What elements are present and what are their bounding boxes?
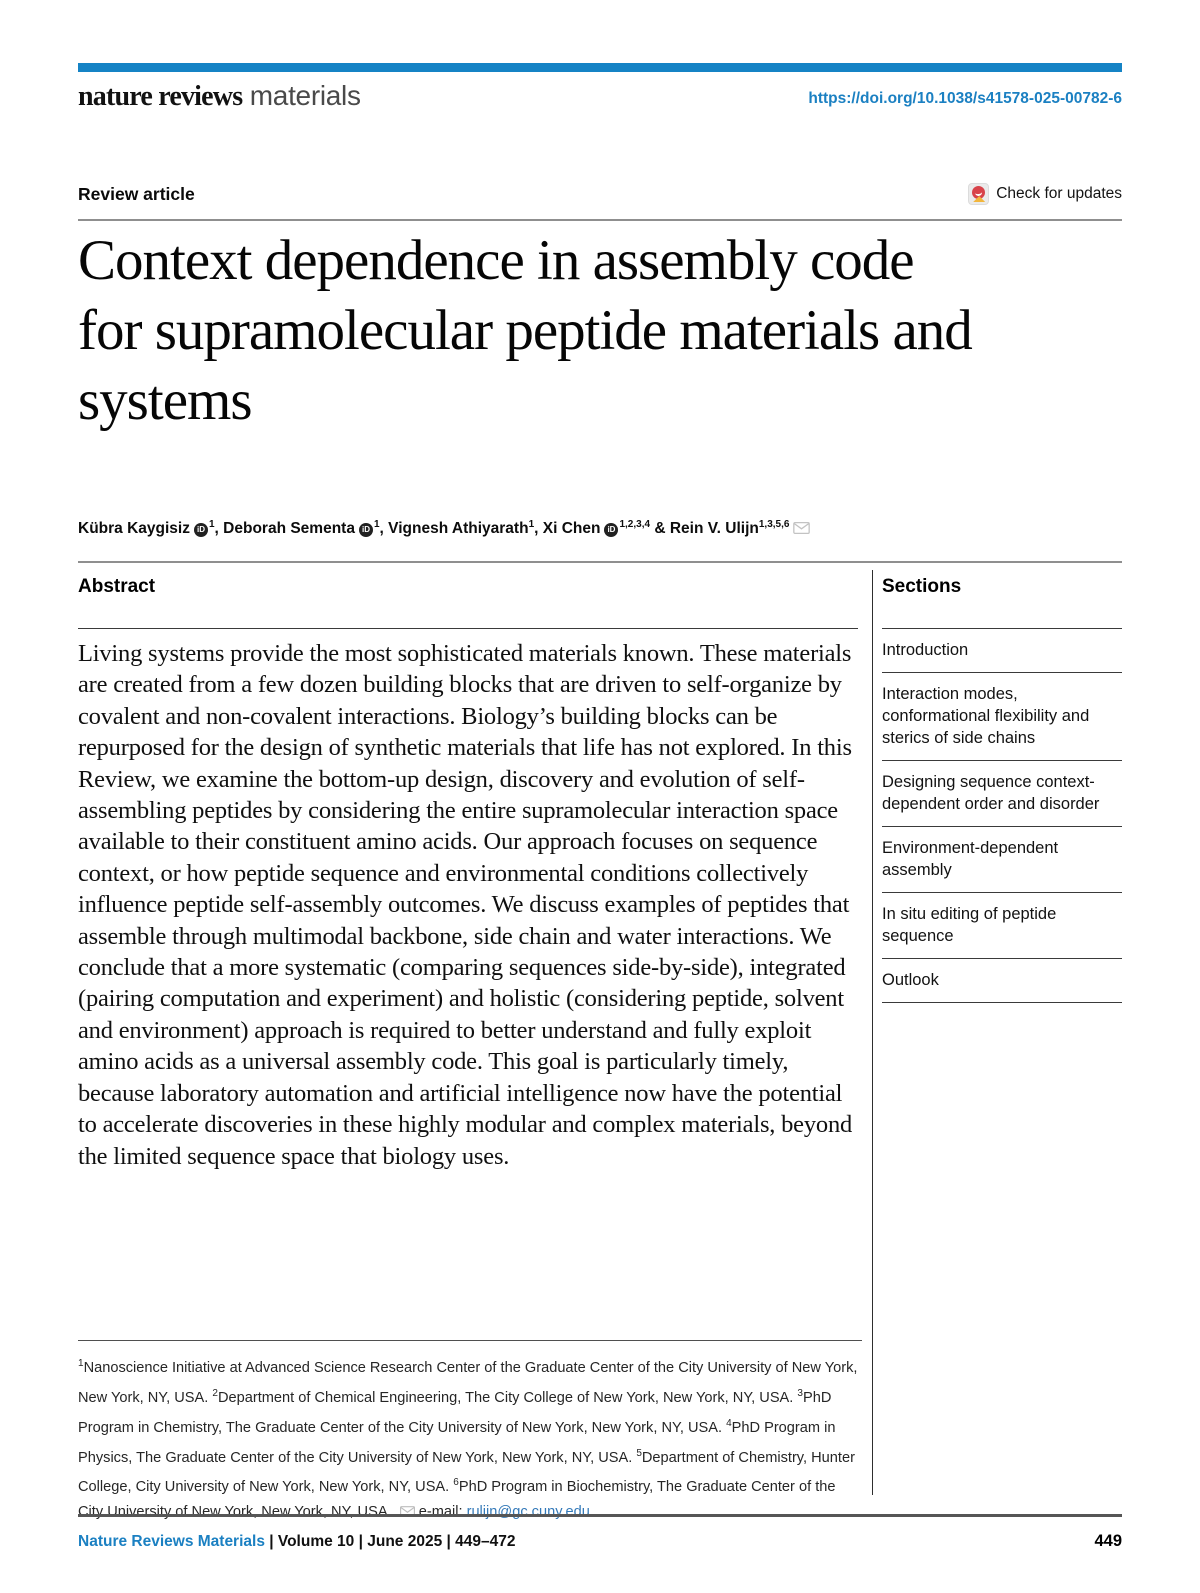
author-affiliation-superscript: 1: [208, 519, 215, 530]
affiliation-number: 6: [453, 1477, 459, 1489]
divider-under-type-row: [78, 219, 1122, 221]
abstract-heading-rule: [78, 628, 858, 629]
author-affiliation-superscript: 1: [528, 519, 535, 530]
author-name: Rein V. Ulijn: [669, 520, 759, 538]
divider-under-authors: [78, 561, 1122, 563]
abstract-heading: Abstract: [78, 576, 156, 597]
section-link-6[interactable]: Outlook: [882, 959, 1122, 1003]
journal-logo-light: materials: [249, 80, 361, 111]
check-for-updates-button[interactable]: [968, 183, 1122, 205]
section-link-1[interactable]: Introduction: [882, 629, 1122, 673]
sections-list: [882, 629, 1122, 1003]
section-link-3[interactable]: Designing sequence context-dependent order and disorder: [882, 761, 1122, 827]
abstract-text: Living systems provide the most sophisticated materials known. These materials are created from a few dozen building blocks that are driven to self-organize by covalent and non-covalent interactions. Biology’s building blocks can be repurposed for the design of synthetic materials that life has not explored. In this Review, we examine the bottom-up design, discovery and evolution of self-assembling peptides by considering the entire supramolecular interaction space available to their constituent amino acids. Our approach focuses on sequence context, or how peptide sequence and environmental conditions collectively influence peptide self-assembly outcomes. We discuss examples of peptides that assemble through multimodal backbone, side chain and water interactions. We conclude that a more systematic (comparing sequences side-by-side), integrated (pairing computation and experiment) and holistic (considering peptide, solvent and environment) approach is required to better understand and fully exploit amino acids as a universal assembly code. This goal is particularly timely, because laboratory automation and artificial intelligence now have the potential to accelerate discoveries in these highly modular and complex materials, beyond the limited sequence space that biology uses.: [78, 640, 853, 1170]
section-link-4[interactable]: Environment-dependent assembly: [882, 827, 1122, 893]
footer-journal-link[interactable]: Nature Reviews Materials: [78, 1533, 265, 1550]
section-link-2[interactable]: Interaction modes, conformational flexibility and sterics of side chains: [882, 673, 1122, 761]
sections-heading: Sections: [882, 576, 962, 597]
journal-accent-bar: [78, 63, 1122, 72]
sections-sidebar: [872, 570, 1122, 1495]
affiliation-number: 4: [726, 1417, 732, 1429]
page-footer: [78, 1514, 1122, 1551]
affiliation-number: 3: [797, 1387, 803, 1399]
article-title: Context dependence in assembly code for supramolecular peptide materials and systems: [78, 229, 972, 433]
author-name: Deborah Sementa: [223, 520, 355, 538]
affiliation-number: 1: [78, 1358, 84, 1369]
author-name: Kübra Kaygisiz: [78, 520, 190, 538]
author-name: Vignesh Athiyarath: [388, 520, 529, 538]
page-number: 449: [1094, 1532, 1122, 1550]
orcid-icon[interactable]: iD: [194, 523, 208, 537]
article-type-row: [78, 183, 1122, 205]
email-link[interactable]: rulijn@gc.cuny.edu: [466, 1504, 590, 1521]
author-affiliation-superscript: 1: [373, 519, 380, 530]
affiliation-number: 5: [636, 1447, 642, 1459]
journal-logo: [78, 80, 361, 113]
footer-citation: [78, 1533, 516, 1551]
journal-logo-bold: nature reviews: [78, 81, 243, 112]
doi-link[interactable]: https://doi.org/10.1038/s41578-025-00782-6: [808, 90, 1122, 107]
footer-issue-info: | Volume 10 | June 2025 | 449–472: [264, 1533, 516, 1550]
author-byline: Kübra Kaygisiz iD $^1$, Deborah Sementa iD $^1$, Vignesh Athiyarath$^1$, Xi Chen iD $^{1,2,3,4}$ & Rein V. Ulijn$^{1,3,5,6}$: [78, 519, 1122, 538]
section-link-5[interactable]: In situ editing of peptide sequence: [882, 893, 1122, 959]
author-affiliation-superscript: 1,2,3,4: [619, 519, 651, 530]
affiliation-number: 2: [212, 1387, 218, 1399]
article-type-label: Review article: [78, 183, 195, 204]
check-for-updates-label: Check for updates: [996, 185, 1122, 202]
author-affiliation-superscript: 1,3,5,6: [758, 519, 790, 530]
author-name: Xi Chen: [542, 520, 601, 538]
email-envelope-icon: [793, 522, 810, 534]
crossmark-icon: [968, 183, 989, 205]
orcid-icon[interactable]: iD: [604, 523, 618, 537]
affiliation-footnotes: $^1$Nanoscience Initiative at Advanced Science Research Center of the Graduate Center of the City University of New York, New York, NY, USA. $^2$Department of Chemical Engineering, The City College of New York, New York, NY, USA. $^3$PhD Program in Chemistry, The Graduate Center of the City University of New York, New York, NY, USA. $^4$PhD Program in Physics, The Graduate Center of the City University of New York, New York, NY, USA. $^5$Department of Chemistry, Hunter College, City University of New York, New York, NY, USA. $^6$PhD Program in Biochemistry, The Graduate Center of the City University of New York, New York, NY, USA. e-mail: rulijn@gc.cuny.edu: [78, 1340, 862, 1525]
orcid-icon[interactable]: iD: [359, 523, 373, 537]
